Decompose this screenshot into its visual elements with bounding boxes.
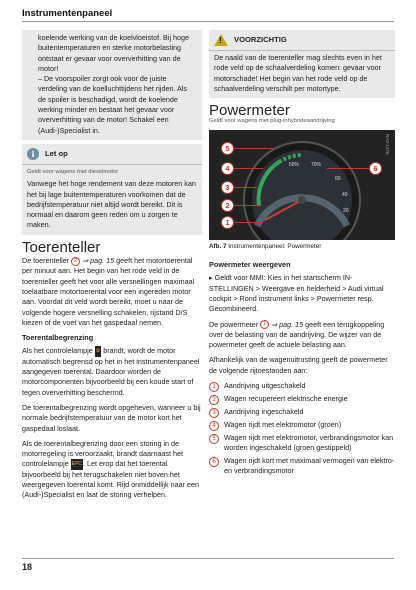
section-title-toerenteller: Toerenteller bbox=[22, 238, 101, 256]
callout-line bbox=[233, 205, 259, 206]
callout-line bbox=[233, 148, 273, 149]
text-run: brandt, wordt de motor automatisch begrensd op het in het instrumentenpaneel aangegeven toerental. Daardoor worden de motorcomponenten bijvoorbeeld bij een koude start of tegen oververhitting beschermd. bbox=[22, 346, 200, 397]
list-text: Aandrijving uitgeschakeld bbox=[224, 381, 306, 391]
header-divider bbox=[22, 21, 394, 22]
text-run: . Let erop dat het toerental bijvoorbeeld bij het terugschakelen niet boven het weergegeven toerental komt. Rijd onmiddellijk naar een (Audi-)Specialist en laat de storing verhelpen. bbox=[22, 459, 199, 500]
note-body: Vanwege het hoge rendement van deze motoren kan het bij lage buitentemperaturen voorkomen dat de bedrijfstemperatuur niet altijd wordt bereikt. Dit is normaal en daarom geen reden om u zorgen te maken. bbox=[22, 177, 202, 234]
scale-label: 50% bbox=[289, 161, 300, 168]
list-text: Wagen recupereert elektrische energie bbox=[224, 394, 348, 404]
list-number: 2 bbox=[209, 395, 219, 405]
continued-warning-text: koelende werking van de koelvloeistof. Bij hoge buitentemperaturen en sterke motorbelasting ontstaat er gevaar voor oververhitting van de motor! – De voorspoiler zorgt ook voor de juiste verdeling van de koelluchttijdens het rijden. Als de spoiler is beschadigd, wordt de koelende werking minder en bestaat het gevaar voor oververhitting van de motor! Schakel een (Audi-)Specialist in. bbox=[38, 33, 190, 135]
continued-warning-box bbox=[22, 30, 202, 140]
epc-lamp-icon: EPC bbox=[71, 459, 83, 469]
warning-header bbox=[209, 30, 395, 51]
list-item bbox=[209, 420, 395, 431]
list-item bbox=[209, 456, 395, 477]
callout-2: 2 bbox=[221, 199, 234, 212]
scale-label: 40 bbox=[342, 191, 348, 198]
scale-label: 70% bbox=[311, 161, 322, 168]
callout-ref: 2 bbox=[71, 257, 80, 266]
list-number: 5 bbox=[209, 434, 219, 444]
callout-line bbox=[233, 168, 263, 169]
toerenteller-paragraph bbox=[22, 256, 202, 328]
note-subtitle: Geldt voor wagens met dieselmotor bbox=[22, 165, 202, 177]
text-run: Als het controlelampje bbox=[22, 346, 95, 356]
list-text: Wagen rijdt met elektromotor (groen) bbox=[224, 420, 342, 430]
callout-line bbox=[327, 168, 369, 169]
list-item bbox=[209, 394, 395, 405]
page-number: 18 bbox=[22, 562, 33, 572]
list-number: 6 bbox=[209, 457, 219, 467]
subhead-toerentalbegrenzing: Toerentalbegrenzing bbox=[22, 333, 94, 343]
note-title: Let op bbox=[45, 148, 68, 158]
callout-1: 1 bbox=[221, 216, 234, 229]
list-number: 3 bbox=[209, 408, 219, 418]
callout-line bbox=[233, 187, 257, 188]
warning-body: De naald van de toerenteller mag slechts even in het rode veld op de schaalverdeling komen: gevaar voor motorschade! Het begin van het rode veld op de schaalverdeling verschilt per motortype. bbox=[209, 51, 395, 98]
powermeter-figure bbox=[209, 130, 395, 240]
subhead-powermeter-weergeven: Powermeter weergeven bbox=[209, 260, 291, 270]
right-column bbox=[209, 30, 395, 478]
limit-paragraph-1 bbox=[22, 346, 202, 398]
note-header bbox=[22, 144, 202, 165]
scale-label: 60 bbox=[335, 175, 341, 182]
powermeter-gauge-illustration bbox=[209, 130, 395, 240]
text-run: Als de toerentalbegrenzing door een storing in de motorregeling is veroorzaakt, brandt daarnaast het controlelampje bbox=[22, 438, 184, 469]
callout-4: 4 bbox=[221, 162, 234, 175]
list-item bbox=[209, 381, 395, 392]
driving-states-list bbox=[209, 381, 395, 476]
text-run: De powermeter bbox=[209, 319, 261, 329]
callout-3: 3 bbox=[221, 181, 234, 194]
list-text: Wagen rijdt met elektromotor, verbrandingsmotor kan worden ingeschakeld (groen gestippeld) bbox=[224, 433, 394, 453]
text-run: geeft het motortoerental per minuut aan. Het begin van het rode veld in de toerenteller geeft het voor alle versnellingen maximaal toelaatbare motortoerental voor een ingereden motor aan. Voordat dit veld wordt bereikt, moet u naar de volgende hogere versnelling schakelen, rijstand D/S kiezen of de voet van het gaspedaal nemen. bbox=[22, 256, 195, 327]
list-item bbox=[209, 433, 395, 454]
text-run: geeft een terugkoppeling over de belasting van de aandrijving. De wijzer van de powermeter geeft de actuele belasting aan. bbox=[209, 319, 385, 350]
info-icon: i bbox=[27, 148, 39, 160]
page-ref-link[interactable]: ⇒ pag. 15 bbox=[271, 319, 304, 329]
callout-6: 6 bbox=[369, 162, 382, 175]
callout-5: 5 bbox=[221, 142, 234, 155]
caption-text: Instrumentenpaneel: Powermeter bbox=[226, 242, 322, 250]
list-number: 1 bbox=[209, 382, 219, 392]
list-item bbox=[209, 407, 395, 418]
engine-lamp-icon: ⚙ bbox=[95, 346, 101, 356]
page-ref-link[interactable]: ⇒ pag. 15 bbox=[82, 256, 115, 266]
callout-ref: 1 bbox=[260, 320, 269, 329]
instruction-bullet: ▸ Geldt voor MMI: Kies in het startscherm IN-STELLINGEN > Weergave en helderheid > Audi virtual cockpit > Rond instrument links > Powermeter resp. Gecombineerd. bbox=[209, 273, 384, 314]
footer-divider bbox=[22, 558, 394, 559]
page-header-title: Instrumentenpaneel bbox=[22, 8, 113, 19]
powermeter-paragraph-2: Afhankelijk van de wagenuitrusting geeft de powermeter de volgende rijtoestanden aan: bbox=[209, 355, 388, 375]
powermeter-paragraph-1 bbox=[209, 320, 395, 351]
section-title-powermeter: Powermeter bbox=[209, 102, 290, 120]
scale-label: 20 bbox=[343, 207, 349, 214]
callout-line bbox=[233, 222, 263, 223]
limit-paragraph-3 bbox=[22, 439, 202, 501]
warning-title: VOORZICHTIG bbox=[234, 34, 287, 44]
list-text: Aandrijving ingeschakeld bbox=[224, 407, 304, 417]
warning-triangle-icon: ! bbox=[214, 34, 228, 46]
list-number: 4 bbox=[209, 421, 219, 431]
limit-paragraph-2: De toerentalbegrenzing wordt opgeheven, wanneer u bij normale bedrijfstemperatuur van de motor kort het gaspedaal loslaat. bbox=[22, 402, 201, 433]
caption-label: Afb. 7 bbox=[209, 242, 227, 250]
figure-caption bbox=[209, 242, 395, 252]
vertical-figure-code: RAZ-1376 bbox=[385, 133, 390, 155]
text-run: De toerenteller bbox=[22, 256, 72, 266]
list-text: Wagen rijdt kort met maximaal vermogen van elektro- en verbrandingsmotor bbox=[224, 455, 395, 475]
powermeter-subtitle: Geldt voor wagens met plug-inhybrideaandrijving bbox=[209, 118, 335, 125]
left-column bbox=[22, 30, 202, 506]
